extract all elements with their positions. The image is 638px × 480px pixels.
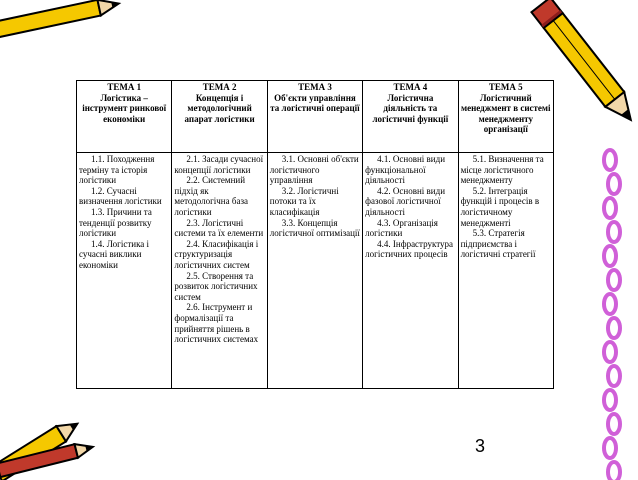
pencil-clipart-top-left [0, 0, 120, 40]
topic-title: ТЕМА 4 [393, 82, 428, 92]
list-item: 2.4. Класифікація і структуризація логістичних систем [174, 238, 259, 270]
list-item: 3.2. Логістичні потоки та їх класифікація [269, 185, 339, 217]
list-item: 2.1. Засади сучасної концепції логістики [174, 154, 264, 175]
topic-subtitle: Об'єкти управління та логістичні операції [270, 92, 360, 114]
topic-title: ТЕМА 3 [298, 82, 332, 92]
list-item: 1.4. Логістика і сучасні виклики економіки [79, 238, 150, 270]
topic-header-3 [267, 81, 362, 153]
list-item: 4.3. Організація логістики [365, 217, 438, 239]
topic-header-1 [77, 81, 172, 153]
table-body-row [77, 153, 554, 389]
topic-subtitle: Логістика – інструмент ринкової економіки [82, 92, 167, 124]
list-item: 1.1. Походження терміну та історія логістики [79, 154, 155, 186]
topic-items-1 [77, 153, 172, 389]
topic-subtitle: Логістичний менеджмент в системі менеджменту організації [460, 92, 551, 135]
list-item: 5.1. Визначення та місце логістичного менеджменту [460, 154, 544, 186]
topic-items-2 [172, 153, 267, 389]
topic-title: ТЕМА 2 [202, 82, 237, 92]
list-item: 2.6. Інструмент и формалізації та прийняття рішень в логістичних системах [174, 302, 259, 345]
list-item: 1.2. Сучасні визначення логістики [79, 185, 162, 207]
topic-title: ТЕМА 1 [107, 82, 142, 92]
list-item: 3.3. Концепція логістичної оптимізації [269, 217, 360, 239]
topic-items-4 [363, 153, 458, 389]
topic-header-5 [458, 81, 553, 153]
topic-header-4 [363, 81, 458, 153]
list-item: 3.1. Основні об'єкти логістичного управління [269, 154, 359, 186]
table-header-row [77, 81, 554, 153]
list-item: 5.3. Стратегія підприємства і логістичні стратегії [460, 228, 536, 260]
chain-clipart-right [588, 150, 638, 480]
list-item: 4.4. Інфраструктура логістичних процесів [365, 238, 454, 260]
list-item: 5.2. Інтеграція функцій і процесів в логістичному менеджменті [460, 185, 540, 228]
topic-header-2 [172, 81, 267, 153]
topic-subtitle: Концепція і методологічний апарат логістики [184, 92, 255, 124]
page-number: 3 [475, 436, 486, 456]
list-item: 1.3. Причини та тенденції розвитку логістики [79, 206, 152, 239]
list-item: 2.2. Системний підхід як методологічна база логістики [174, 175, 248, 217]
topic-items-5 [458, 153, 553, 389]
pencil-clipart-bottom-left [0, 395, 110, 479]
list-item: 2.3. Логістичні системи та їх елементи [174, 217, 264, 239]
list-item: 2.5. Створення та розвиток логістичних систем [174, 270, 258, 302]
list-item: 4.1. Основні види функціональної діяльності [365, 154, 446, 186]
topic-items-3 [267, 153, 362, 389]
topic-subtitle: Логістична діяльність та логістичні функції [372, 92, 449, 124]
topics-table [76, 80, 554, 389]
topic-title: ТЕМА 5 [488, 82, 523, 92]
list-item: 4.2. Основні види фазової логістичної діяльності [365, 185, 446, 217]
